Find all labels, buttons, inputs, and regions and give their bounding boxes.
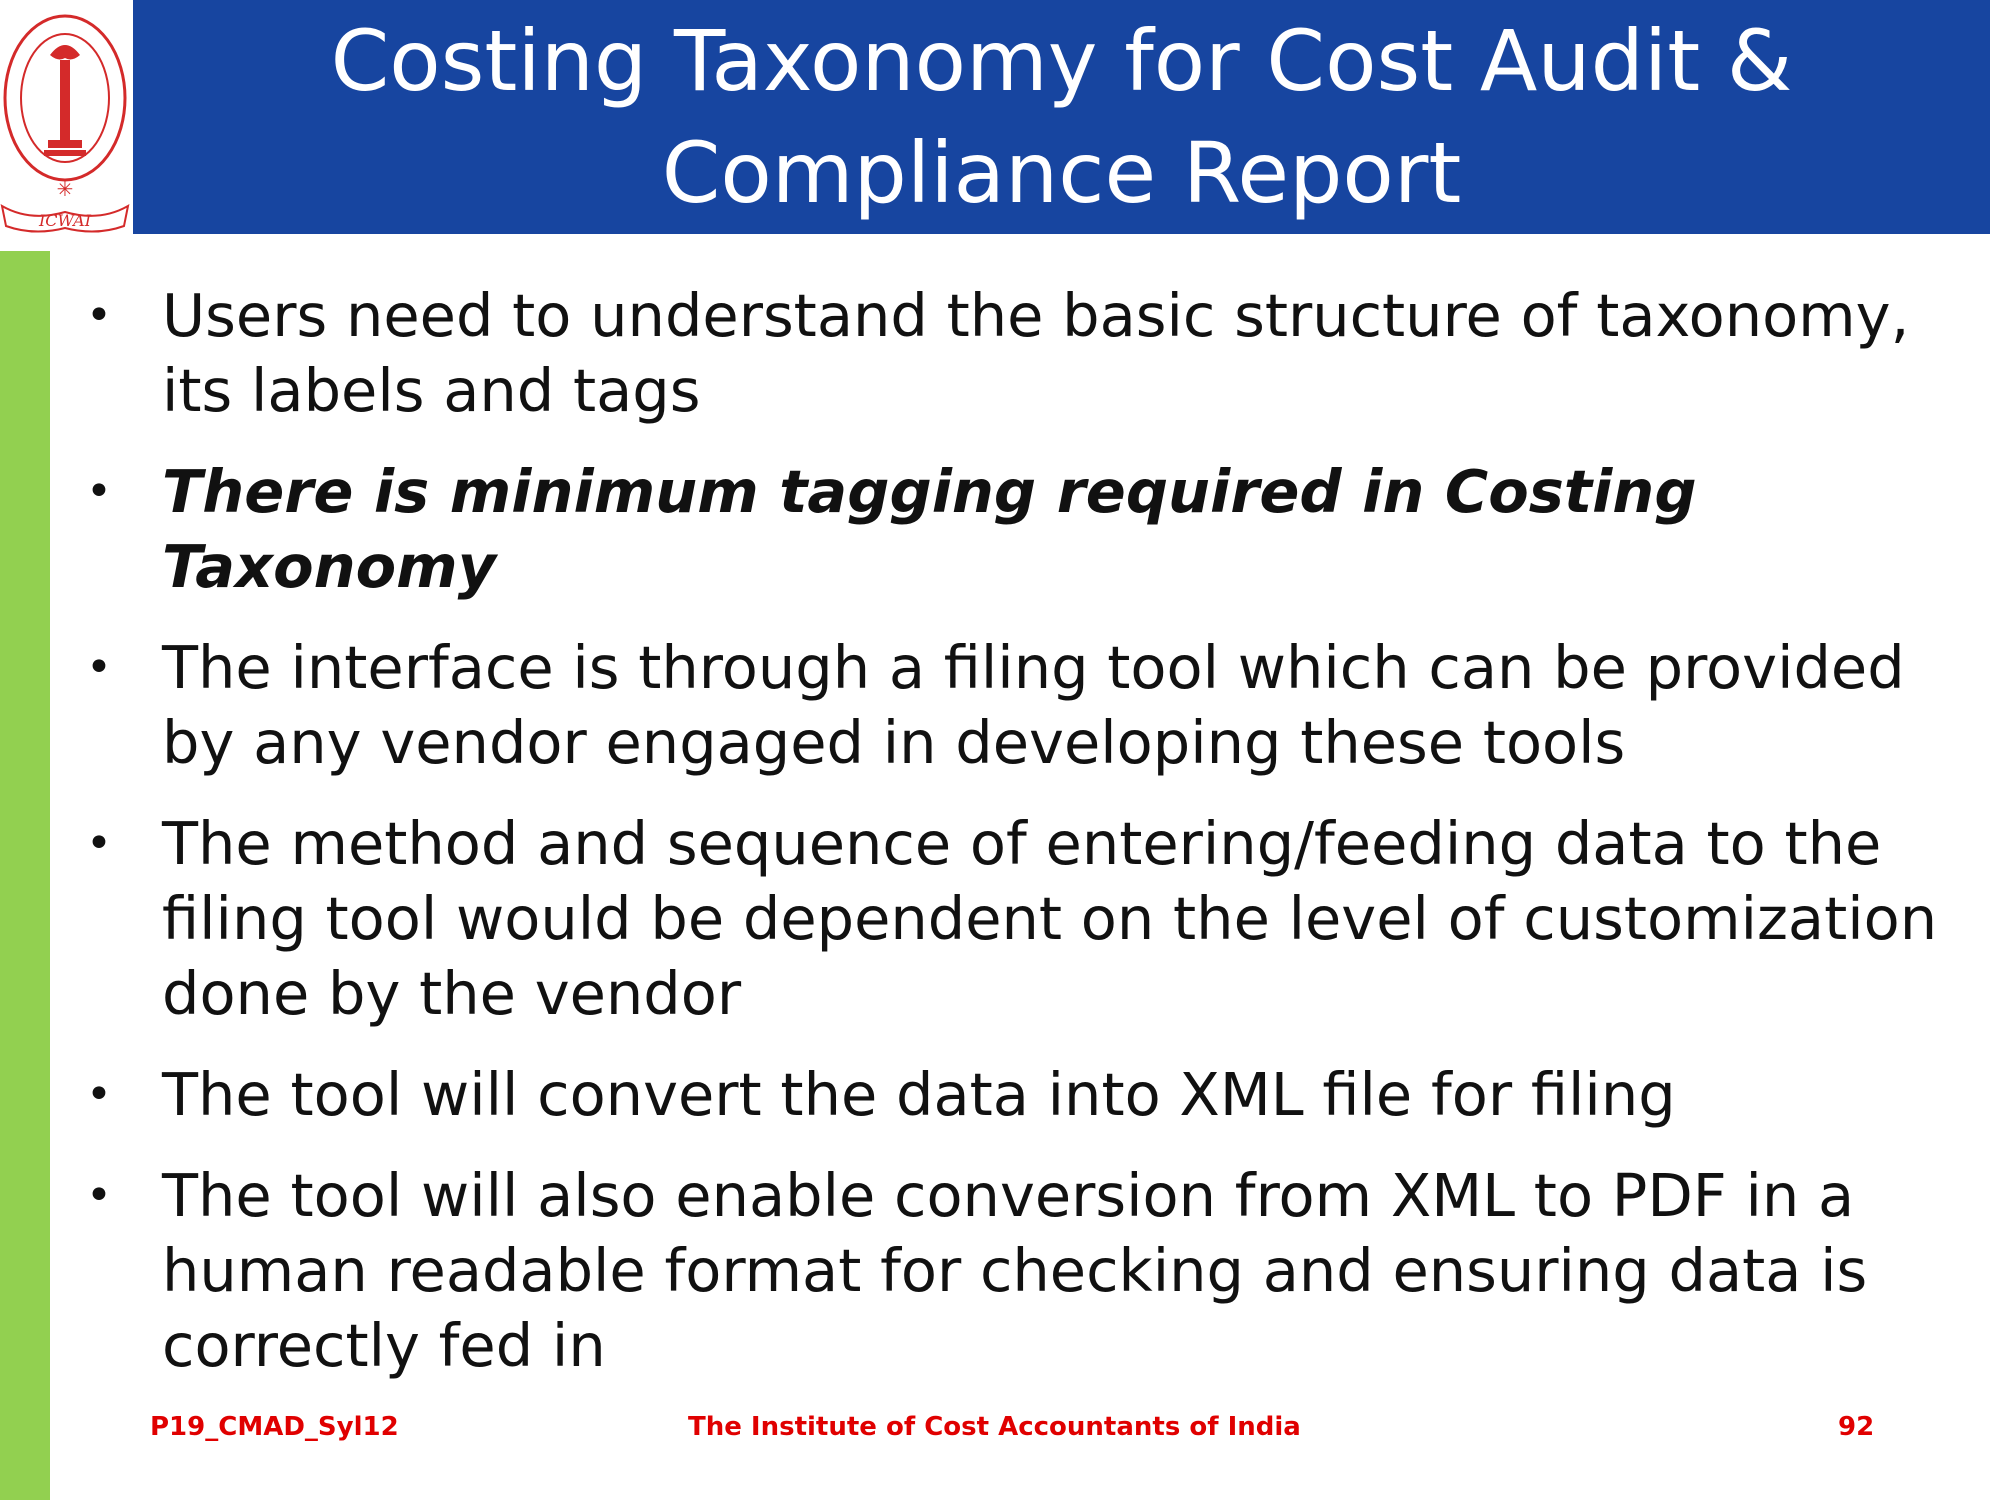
bullet-text: The interface is through a filing tool which can be provided by any vendor engaged in developing these tools (162, 633, 1905, 777)
title-bar (133, 0, 1990, 234)
bullet-text: Users need to understand the basic structure of taxonomy, its labels and tags (162, 281, 1910, 425)
bullet-marker: • (86, 1069, 112, 1120)
bullet-item (86, 1158, 1976, 1383)
footer-page-number: 92 (1838, 1412, 1875, 1442)
bullet-text: The tool will also enable conversion from XML to PDF in a human readable format for checking and ensuring data is correctly fed in (162, 1161, 1868, 1380)
bullet-item (86, 454, 1976, 604)
footer-institute-name: The Institute of Cost Accountants of India (688, 1412, 1301, 1442)
bullet-marker: • (86, 818, 112, 869)
slide-title: Costing Taxonomy for Cost Audit & Compliance Report (330, 12, 1793, 222)
svg-text:ICWAI: ICWAI (38, 211, 92, 230)
bullet-item (86, 278, 1976, 428)
side-accent-bar (0, 251, 50, 1500)
bullet-item (86, 630, 1976, 780)
institute-logo (0, 0, 130, 238)
bullet-marker: • (86, 290, 112, 341)
bullet-item (86, 806, 1976, 1031)
bullet-text: There is minimum tagging required in Costing Taxonomy (162, 457, 1697, 601)
bullet-marker: • (86, 1170, 112, 1221)
bullet-list (86, 278, 1976, 1409)
svg-text:✳: ✳ (56, 177, 74, 201)
bullet-item (86, 1057, 1976, 1132)
bullet-text: The tool will convert the data into XML file for filing (162, 1060, 1676, 1129)
footer-course-code: P19_CMAD_Syl12 (150, 1412, 399, 1442)
bullet-text: The method and sequence of entering/feeding data to the filing tool would be dependent on the level of customization done by the vendor (162, 809, 1938, 1028)
bullet-marker: • (86, 642, 112, 693)
bullet-marker: • (86, 466, 112, 517)
